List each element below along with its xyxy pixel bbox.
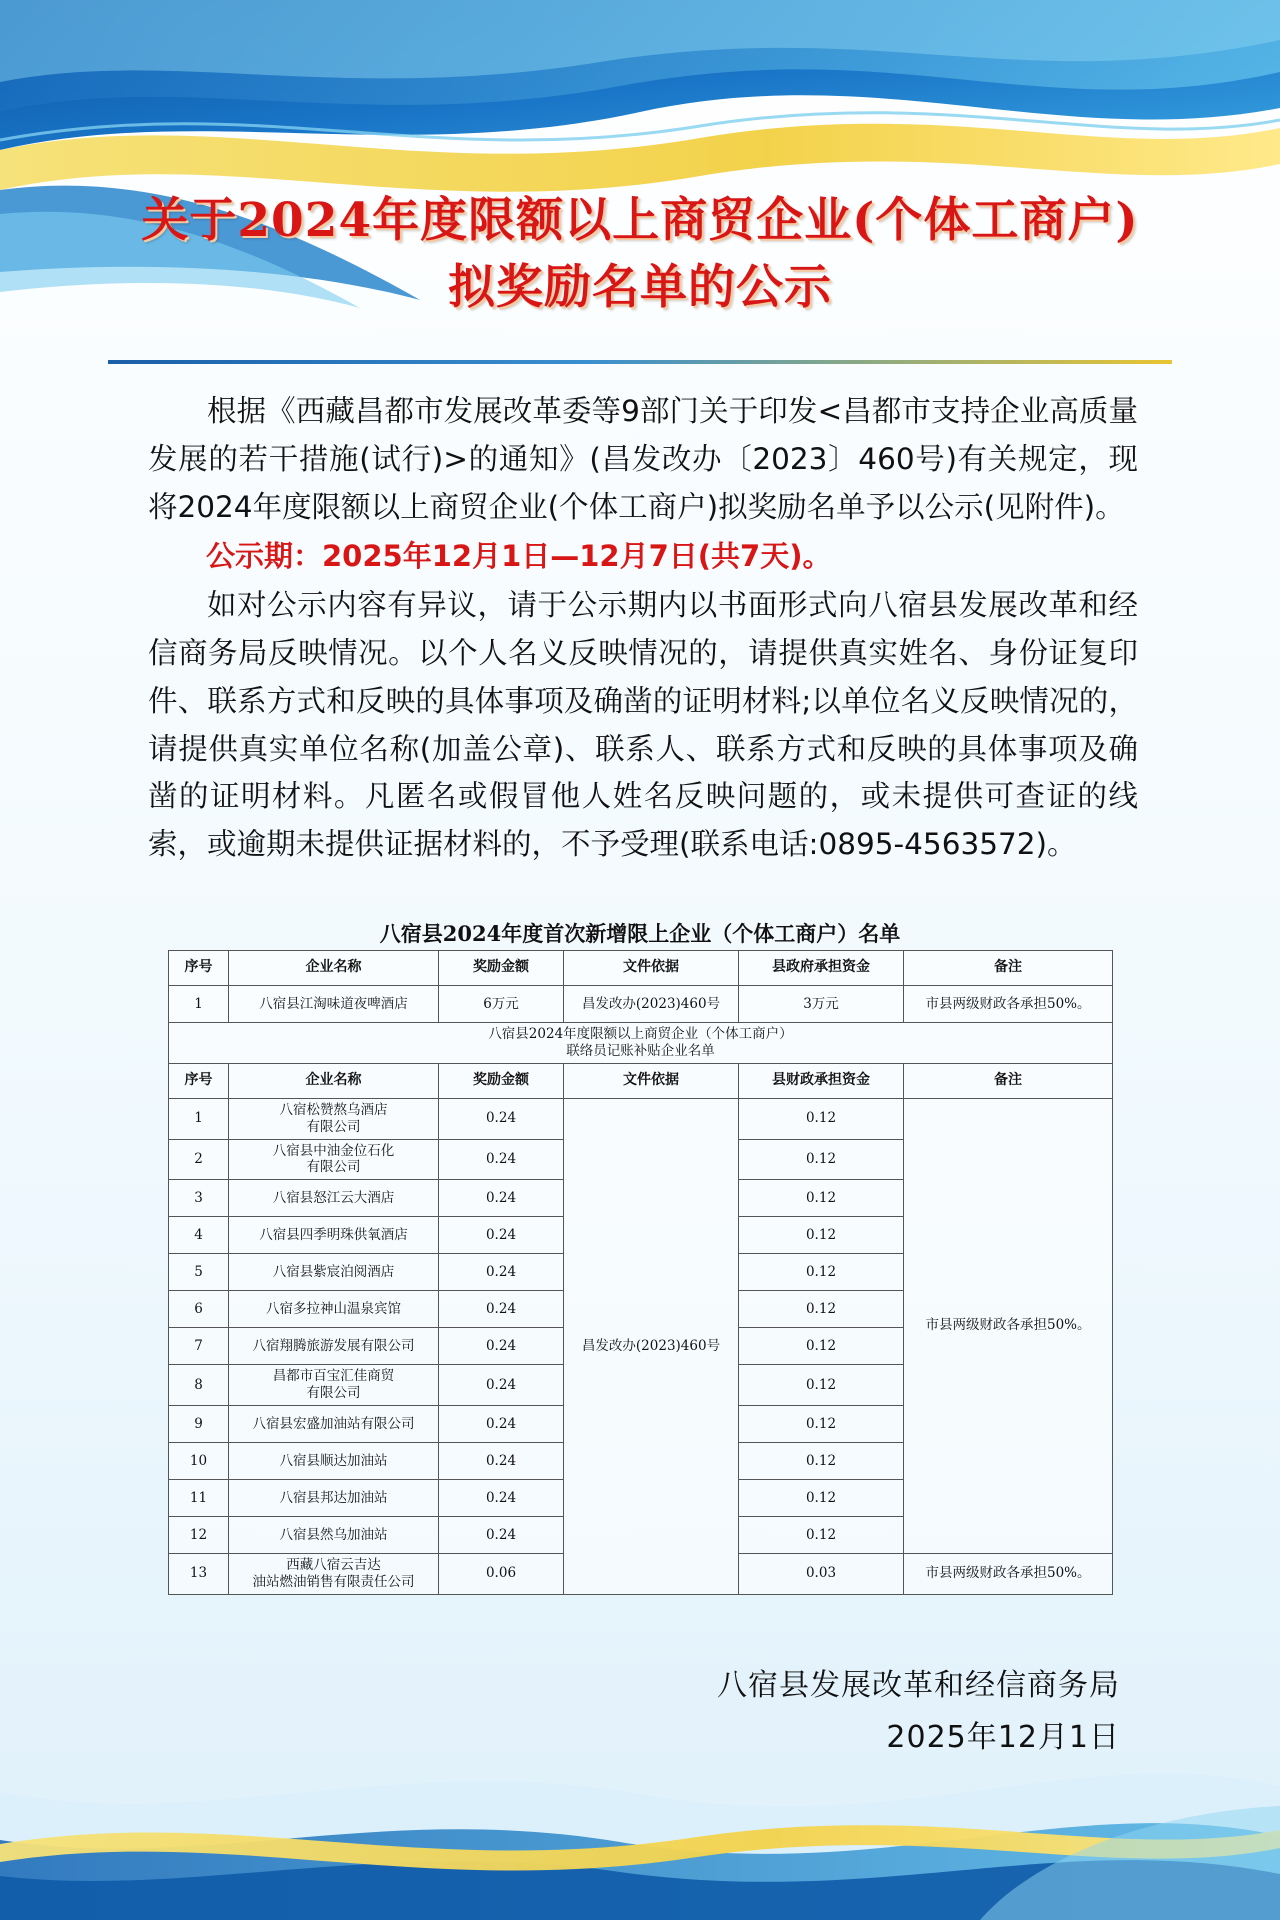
cell-no: 11	[169, 1480, 229, 1517]
cell-amount: 0.24	[439, 1254, 564, 1291]
cell-company: 八宿松赞熬乌酒店 有限公司	[229, 1098, 439, 1139]
table1-header-cell: 县政府承担资金	[739, 951, 904, 986]
table2-header-cell: 县财政承担资金	[739, 1063, 904, 1098]
cell-no: 3	[169, 1180, 229, 1217]
cell-amount: 0.24	[439, 1406, 564, 1443]
cell-county-fund: 0.12	[739, 1406, 904, 1443]
cell-county-fund: 0.12	[739, 1480, 904, 1517]
cell-company: 昌都市百宝汇佳商贸 有限公司	[229, 1365, 439, 1406]
table2-header-cell: 序号	[169, 1063, 229, 1098]
cell-amount: 0.24	[439, 1217, 564, 1254]
awards-table	[168, 950, 1113, 1595]
cell-amount: 0.24	[439, 1291, 564, 1328]
cell-company: 八宿县宏盛加油站有限公司	[229, 1406, 439, 1443]
title-divider	[108, 360, 1172, 364]
cell-no: 6	[169, 1291, 229, 1328]
cell-county-fund: 3万元	[739, 986, 904, 1023]
cell-file-basis: 昌发改办(2023)460号	[564, 1098, 739, 1594]
cell-company: 八宿县中油金位石化 有限公司	[229, 1139, 439, 1180]
cell-no: 12	[169, 1517, 229, 1554]
cell-no: 1	[169, 986, 229, 1023]
cell-company: 八宿县邦达加油站	[229, 1480, 439, 1517]
cell-amount: 0.24	[439, 1180, 564, 1217]
cell-amount: 0.24	[439, 1098, 564, 1139]
cell-no: 8	[169, 1365, 229, 1406]
table2-header-cell: 企业名称	[229, 1063, 439, 1098]
cell-company: 八宿县顺达加油站	[229, 1443, 439, 1480]
cell-no: 5	[169, 1254, 229, 1291]
cell-company: 八宿县江淘味道夜啤酒店	[229, 986, 439, 1023]
cell-amount: 6万元	[439, 986, 564, 1023]
cell-company: 八宿县怒江云大酒店	[229, 1180, 439, 1217]
cell-county-fund: 0.12	[739, 1217, 904, 1254]
cell-no: 4	[169, 1217, 229, 1254]
table1-header-cell: 文件依据	[564, 951, 739, 986]
table1-header-cell: 备注	[904, 951, 1113, 986]
cell-amount: 0.06	[439, 1554, 564, 1595]
cell-remark: 市县两级财政各承担50%。	[904, 1554, 1113, 1595]
table2-caption-line-1: 八宿县2024年度限额以上商贸企业（个体工商户）	[488, 1026, 793, 1042]
paragraph-notice-period: 公示期：2025年12月1日—12月7日(共7天)。	[206, 539, 832, 574]
cell-company: 八宿县四季明珠供氧酒店	[229, 1217, 439, 1254]
cell-amount: 0.24	[439, 1517, 564, 1554]
table1-header-cell: 企业名称	[229, 951, 439, 986]
cell-amount: 0.24	[439, 1365, 564, 1406]
paragraph-objection: 如对公示内容有异议，请于公示期内以书面形式向八宿县发展改革和经信商务局反映情况。以个人名义反映情况的，请提供真实姓名、身份证复印件、联系方式和反映的具体事项及确凿的证明材料;以单位名义反映情况的，请提供真实单位名称(加盖公章)、联系人、联系方式和反映的具体事项及确凿的证明材料。凡匿名或假冒他人姓名反映问题的，或未提供可查证的线索，或逾期未提供证据材料的，不予受理(联系电话:0895-4563572)。	[148, 588, 1138, 862]
table-row	[169, 1098, 1113, 1139]
cell-no: 13	[169, 1554, 229, 1595]
cell-no: 9	[169, 1406, 229, 1443]
table2-header-cell: 文件依据	[564, 1063, 739, 1098]
cell-company: 八宿县然乌加油站	[229, 1517, 439, 1554]
title-line-2: 拟奖励名单的公示	[448, 259, 832, 315]
cell-county-fund: 0.12	[739, 1517, 904, 1554]
notice-body	[148, 388, 1138, 871]
table2-header-cell: 奖励金额	[439, 1063, 564, 1098]
title-line-1: 关于2024年度限额以上商贸企业(个体工商户)	[141, 193, 1139, 248]
table1-caption: 八宿县2024年度首次新增限上企业（个体工商户）名单	[379, 921, 901, 946]
cell-company: 八宿多拉神山温泉宾馆	[229, 1291, 439, 1328]
cell-county-fund: 0.12	[739, 1139, 904, 1180]
table2-caption-line-2: 联络员记账补贴企业名单	[566, 1042, 715, 1059]
cell-company: 八宿翔腾旅游发展有限公司	[229, 1328, 439, 1365]
cell-amount: 0.24	[439, 1443, 564, 1480]
cell-county-fund: 0.12	[739, 1365, 904, 1406]
table-row	[169, 986, 1113, 1023]
cell-amount: 0.24	[439, 1480, 564, 1517]
cell-county-fund: 0.12	[739, 1254, 904, 1291]
table2-caption	[169, 1023, 1113, 1064]
cell-remark: 市县两级财政各承担50%。	[904, 1098, 1113, 1553]
cell-company: 八宿县紫宸泊阅酒店	[229, 1254, 439, 1291]
cell-no: 10	[169, 1443, 229, 1480]
cell-no: 2	[169, 1139, 229, 1180]
cell-county-fund: 0.03	[739, 1554, 904, 1595]
cell-file-basis: 昌发改办(2023)460号	[564, 986, 739, 1023]
cell-amount: 0.24	[439, 1328, 564, 1365]
cell-county-fund: 0.12	[739, 1180, 904, 1217]
table2-header-row	[169, 1063, 1113, 1098]
cell-county-fund: 0.12	[739, 1443, 904, 1480]
table1-header-cell: 序号	[169, 951, 229, 986]
table2-header-cell: 备注	[904, 1063, 1113, 1098]
cell-county-fund: 0.12	[739, 1098, 904, 1139]
cell-amount: 0.24	[439, 1139, 564, 1180]
cell-no: 7	[169, 1328, 229, 1365]
issuing-organization: 八宿县发展改革和经信商务局	[717, 1668, 1120, 1703]
cell-county-fund: 0.12	[739, 1328, 904, 1365]
issue-date: 2025年12月1日	[886, 1720, 1120, 1755]
cell-company: 西藏八宿云吉达 油站燃油销售有限责任公司	[229, 1554, 439, 1595]
cell-remark: 市县两级财政各承担50%。	[904, 986, 1113, 1023]
paragraph-basis: 根据《西藏昌都市发展改革委等9部门关于印发<昌都市支持企业高质量发展的若干措施(试行)>的通知》(昌发改办〔2023〕460号)有关规定，现将2024年度限额以上商贸企业(个体工商户)拟奖励名单予以公示(见附件)。	[148, 394, 1138, 524]
table1-header-cell: 奖励金额	[439, 951, 564, 986]
table2-caption-row	[169, 1023, 1113, 1064]
table1-header-row	[169, 951, 1113, 986]
cell-county-fund: 0.12	[739, 1291, 904, 1328]
cell-no: 1	[169, 1098, 229, 1139]
page-title	[90, 188, 1190, 321]
